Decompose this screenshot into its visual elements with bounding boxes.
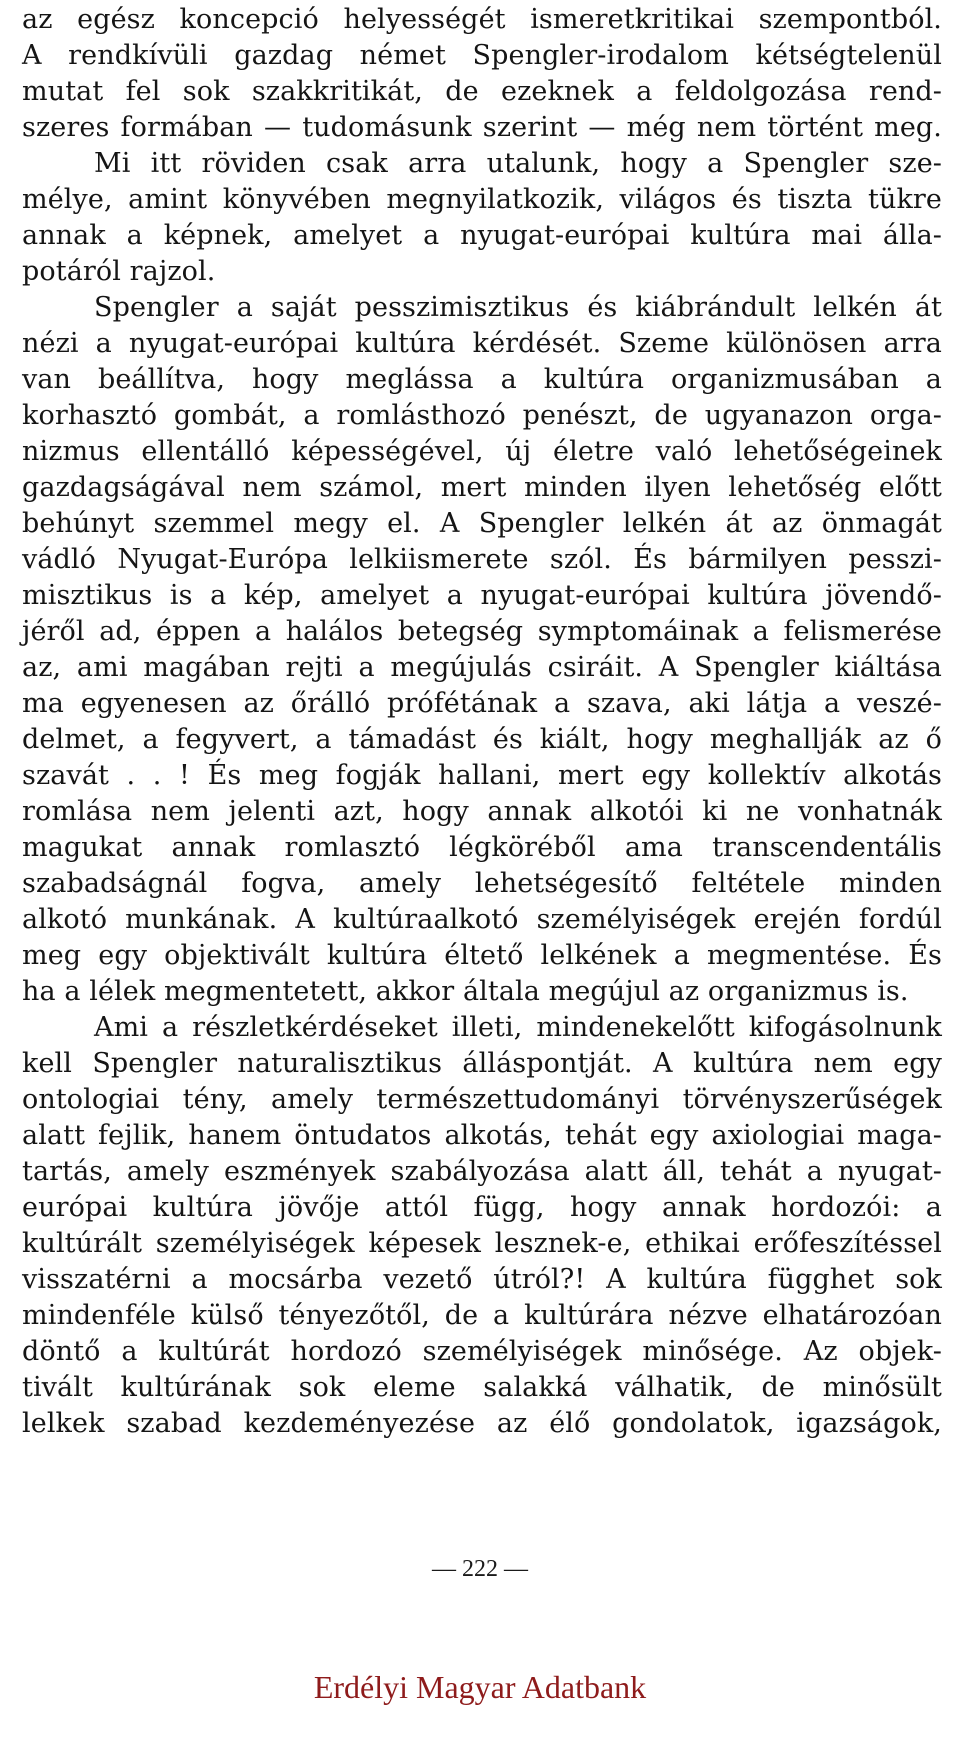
text-line: döntő a kultúrát hordozó személyiségek minősége. Az objek-: [22, 1336, 942, 1367]
text-line: Mi itt röviden csak arra utalunk, hogy a Spengler sze-: [94, 148, 942, 179]
text-line: delmet, a fegyvert, a támadást és kiált, hogy meghallják az ő: [22, 724, 942, 755]
text-line: romlása nem jelenti azt, hogy annak alkotói ki ne vonhatnák: [22, 796, 942, 827]
text-line: szabadságnál fogva, amely lehetségesítő feltétele minden: [22, 868, 942, 899]
text-line: mélye, amint könyvében megnyilatkozik, világos és tiszta tükre: [22, 184, 942, 215]
text-line: visszatérni a mocsárba vezető útról?! A kultúra függhet sok: [22, 1264, 942, 1295]
text-line: lelkek szabad kezdeményezése az élő gondolatok, igazságok,: [22, 1408, 942, 1439]
text-line: alatt fejlik, hanem öntudatos alkotás, tehát egy axiologiai maga-: [22, 1120, 942, 1151]
text-line: nizmus ellentálló képességével, új életre való lehetőségeinek: [22, 436, 942, 467]
text-line: kultúrált személyiségek képesek lesznek-e, ethikai erőfeszítéssel: [22, 1228, 942, 1259]
text-line: meg egy objektivált kultúra éltető lelkének a megmentése. És: [22, 940, 942, 971]
text-line: misztikus is a kép, amelyet a nyugat-európai kultúra jövendő-: [22, 580, 942, 611]
text-line: az, ami magában rejti a megújulás csiráit. A Spengler kiáltása: [22, 652, 942, 683]
text-line: behúnyt szemmel megy el. A Spengler lelkén át az önmagát: [22, 508, 942, 539]
text-line: tartás, amely eszmények szabályozása alatt áll, tehát a nyugat-: [22, 1156, 942, 1187]
page-number: — 222 —: [432, 1556, 528, 1582]
text-line: mutat fel sok szakkritikát, de ezeknek a feldolgozása rend-: [22, 76, 942, 107]
text-line: az egész koncepció helyességét ismeretkritikai szempontból.: [22, 4, 942, 35]
text-line: A rendkívüli gazdag német Spengler-irodalom kétségtelenül: [22, 40, 942, 71]
text-line: szavát . . ! És meg fogják hallani, mert egy kollektív alkotás: [22, 760, 942, 791]
text-line: annak a képnek, amelyet a nyugat-európai kultúra mai álla-: [22, 220, 942, 251]
text-line: vádló Nyugat-Európa lelkiismerete szól. És bármilyen pesszi-: [22, 544, 942, 575]
source-footer: Erdélyi Magyar Adatbank: [313, 1669, 647, 1705]
text-line: van beállítva, hogy meglássa a kultúra organizmusában a: [22, 364, 942, 395]
text-line: gazdagságával nem számol, mert minden ilyen lehetőség előtt: [22, 472, 942, 503]
text-line: nézi a nyugat-európai kultúra kérdését. Szeme különösen arra: [22, 328, 942, 359]
text-line: kell Spengler naturalisztikus álláspontját. A kultúra nem egy: [22, 1048, 942, 1079]
text-line: tivált kultúrának sok eleme salakká válhatik, de minősült: [22, 1372, 942, 1403]
text-line: európai kultúra jövője attól függ, hogy annak hordozói: a: [22, 1192, 942, 1223]
text-line: korhasztó gombát, a romlásthozó penészt, de ugyanazon orga-: [22, 400, 942, 431]
text-line: magukat annak romlasztó légköréből ama transcendentális: [22, 832, 942, 863]
text-line: Spengler a saját pesszimisztikus és kiábrándult lelkén át: [94, 292, 942, 323]
text-line: alkotó munkának. A kultúraalkotó személyiségek erején fordúl: [22, 904, 942, 935]
text-line: ma egyenesen az őrálló prófétának a szava, aki látja a veszé-: [22, 688, 942, 719]
text-line: ontologiai tény, amely természettudományi törvényszerűségek: [22, 1084, 942, 1115]
text-line: szeres formában — tudomásunk szerint — még nem történt meg.: [22, 112, 942, 143]
text-line: mindenféle külső tényezőtől, de a kultúrára nézve elhatározóan: [22, 1300, 942, 1331]
text-line: jéről ad, éppen a halálos betegség symptomáinak a felismerése: [22, 616, 942, 647]
text-line: potáról rajzol.: [22, 256, 216, 287]
text-line: ha a lélek megmentetett, akkor általa megújul az organizmus is.: [22, 976, 909, 1007]
text-line: Ami a részletkérdéseket illeti, mindenekelőtt kifogásolnunk: [94, 1012, 942, 1043]
